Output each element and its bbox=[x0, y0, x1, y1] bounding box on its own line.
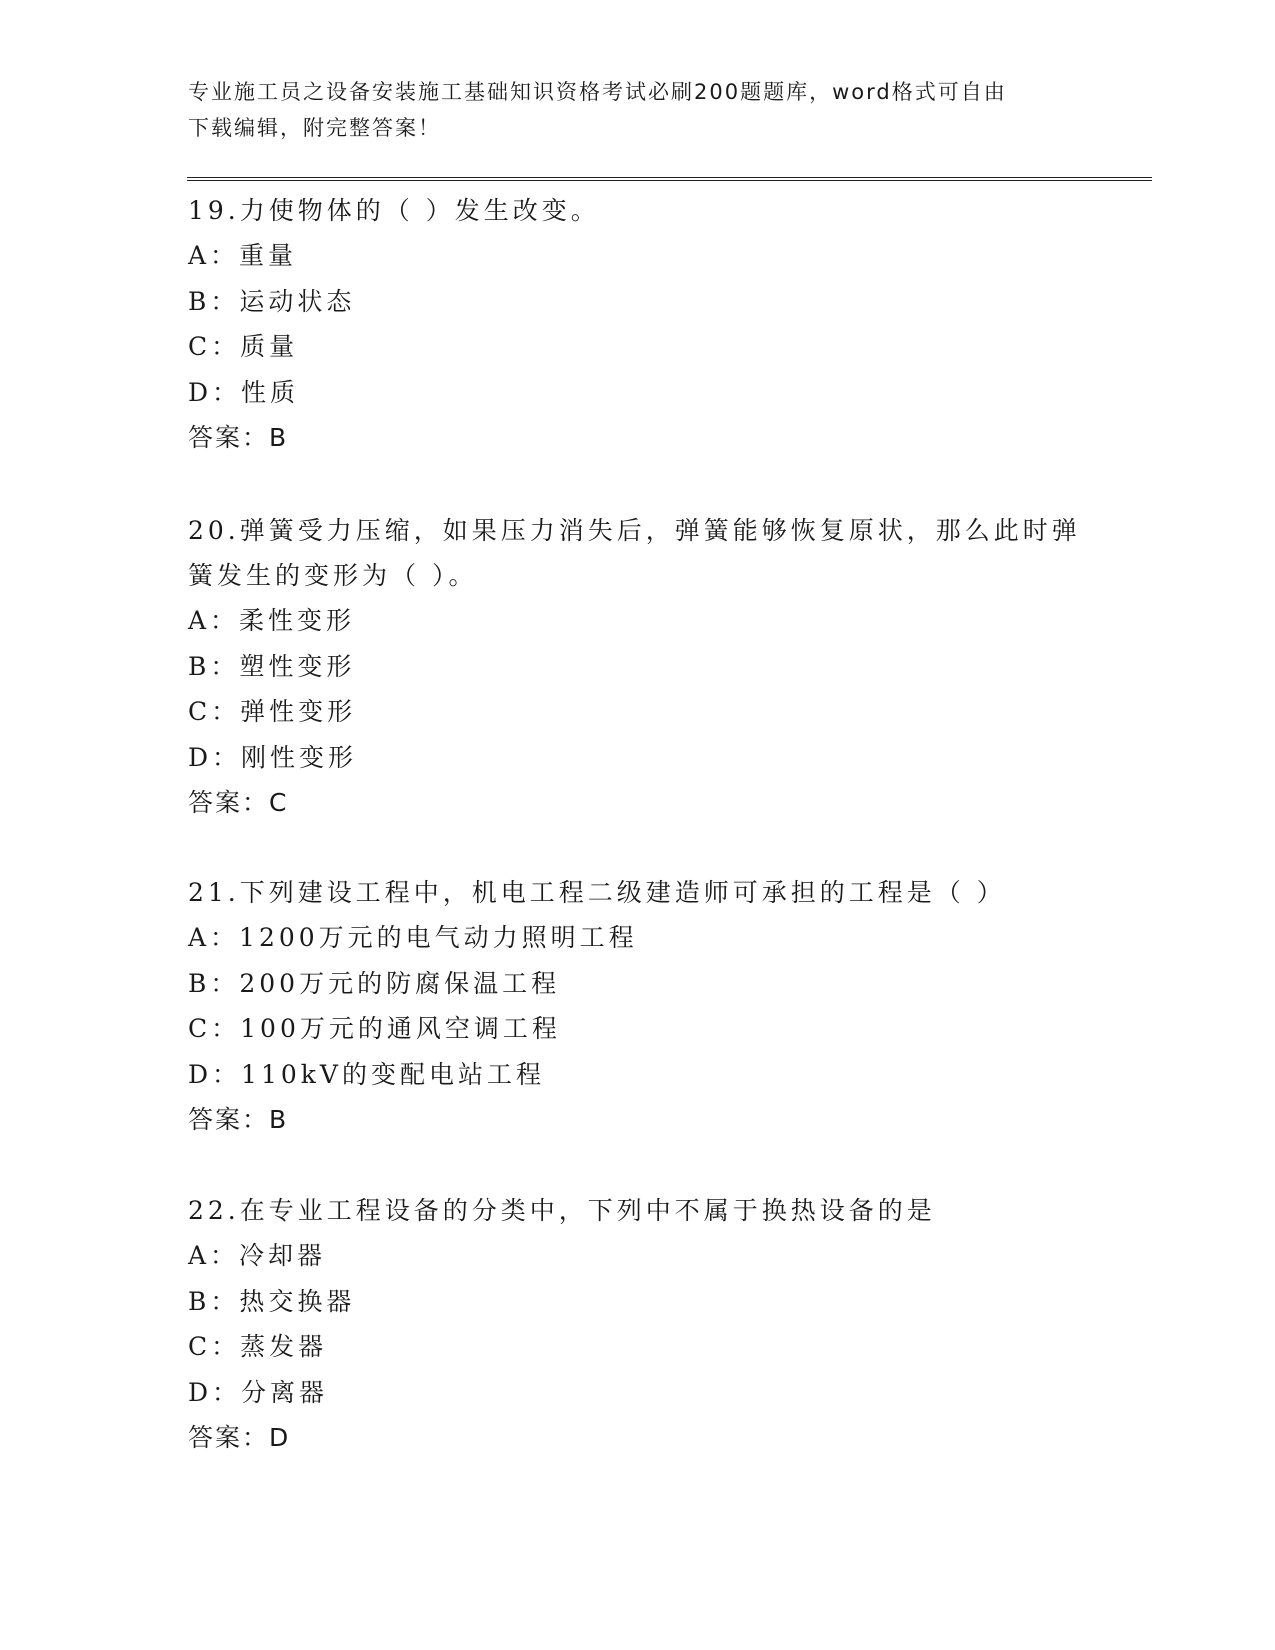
document-header bbox=[188, 74, 1068, 146]
answer-line: 答案：D bbox=[188, 1423, 291, 1452]
question-stem-line-1: 20.弹簧受力压缩，如果压力消失后，弹簧能够恢复原状，那么此时弹 bbox=[188, 516, 1081, 545]
question-19 bbox=[188, 188, 1088, 461]
answer-line: 答案：C bbox=[188, 788, 289, 817]
option-c: C：100万元的通风空调工程 bbox=[188, 1014, 561, 1043]
question-stem: 22.在专业工程设备的分类中，下列中不属于换热设备的是 bbox=[188, 1196, 936, 1225]
option-b: B：热交换器 bbox=[188, 1286, 356, 1316]
option-b: B：运动状态 bbox=[188, 286, 356, 316]
option-a: A：1200万元的电气动力照明工程 bbox=[188, 923, 638, 952]
option-c: C：质量 bbox=[188, 332, 299, 361]
question-stem: 19.力使物体的（ ）发生改变。 bbox=[188, 196, 600, 225]
answer-line: 答案：B bbox=[188, 1105, 289, 1134]
question-21 bbox=[188, 870, 1088, 1143]
option-a: A：重量 bbox=[188, 241, 298, 270]
option-c: C：蒸发器 bbox=[188, 1332, 328, 1361]
option-d: D：性质 bbox=[188, 377, 300, 407]
option-b: B：200万元的防腐保温工程 bbox=[188, 968, 561, 998]
header-line-1: 专业施工员之设备安装施工基础知识资格考试必刷200题题库，word格式可自由 bbox=[188, 80, 1007, 104]
question-stem: 21.下列建设工程中，机电工程二级建造师可承担的工程是（ ） bbox=[188, 878, 1006, 907]
option-c: C：弹性变形 bbox=[188, 697, 357, 726]
header-line-2: 下载编辑，附完整答案！ bbox=[188, 116, 441, 140]
option-a: A：柔性变形 bbox=[188, 606, 356, 635]
option-a: A：冷却器 bbox=[188, 1241, 327, 1270]
answer-line: 答案：B bbox=[188, 423, 289, 452]
header-divider bbox=[187, 177, 1152, 181]
question-stem-line-2: 簧发生的变形为（ ）。 bbox=[188, 561, 478, 590]
option-b: B：塑性变形 bbox=[188, 651, 356, 681]
question-20 bbox=[188, 508, 1088, 826]
option-d: D：分离器 bbox=[188, 1377, 329, 1407]
option-d: D：110kV的变配电站工程 bbox=[188, 1059, 545, 1089]
option-d: D：刚性变形 bbox=[188, 742, 358, 772]
question-22 bbox=[188, 1188, 1088, 1461]
